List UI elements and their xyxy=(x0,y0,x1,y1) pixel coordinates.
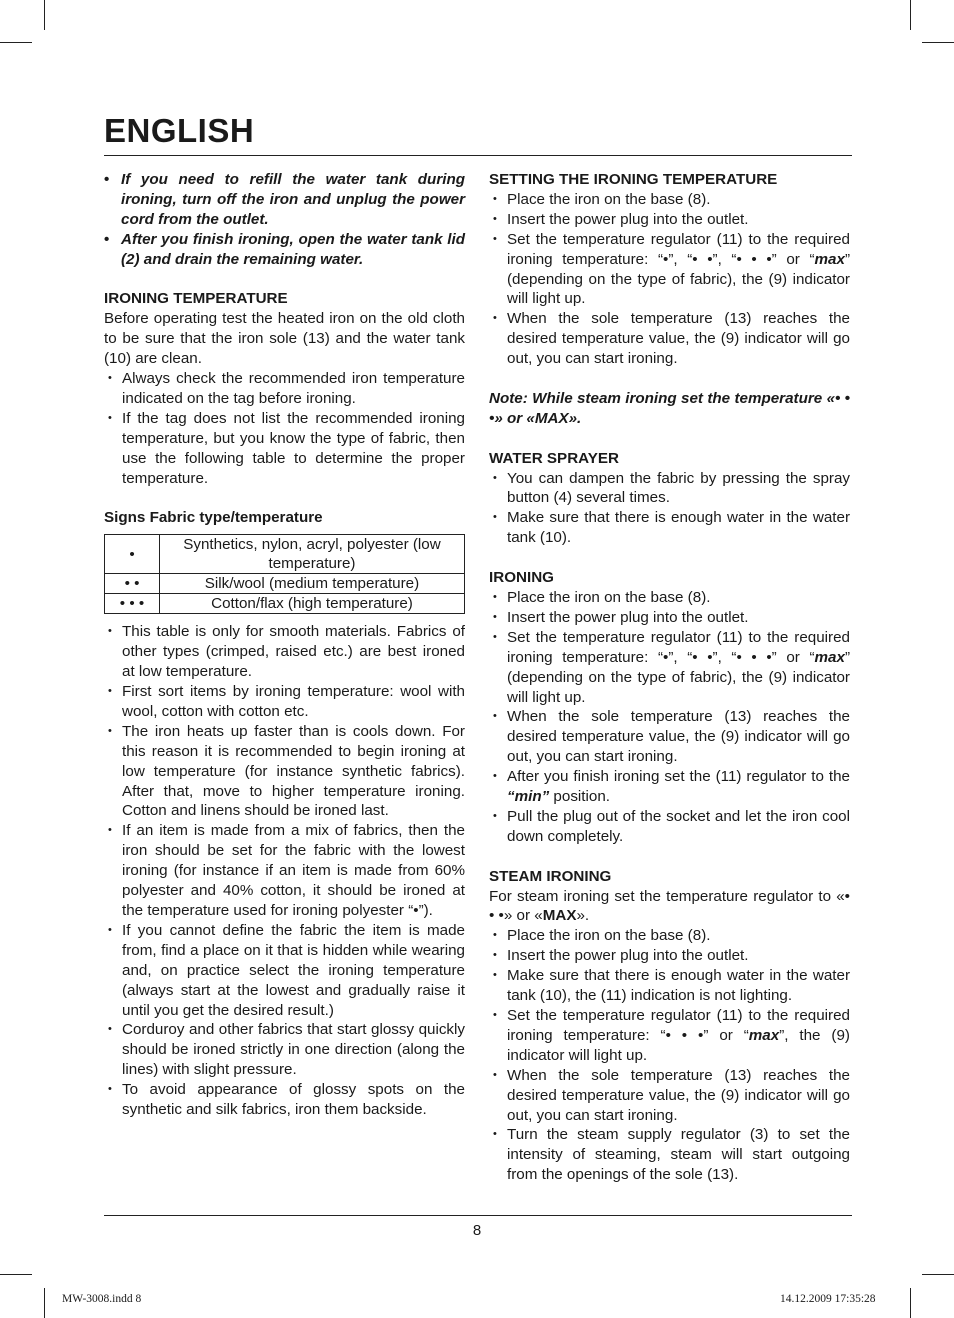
page-title: ENGLISH xyxy=(104,112,255,149)
list-item: • Make sure that there is enough water in the water tank (10). xyxy=(493,509,850,547)
table-row xyxy=(105,574,465,594)
bullet-list xyxy=(489,588,850,847)
list-item: • After you finish ironing, open the water tank lid (2) and drain the remaining water. xyxy=(104,230,465,268)
list-item: • If the tag does not list the recommended ironing temperature, but you know the type of fabric, then use the following table to determine the proper temperature. xyxy=(108,409,465,487)
bullet-list xyxy=(104,369,465,488)
crop-mark xyxy=(0,42,32,43)
list-item: • Set the temperature regulator (11) to the required ironing temperature: “•”, “• •”, “• • •” or “max” (depending on the type of fabric), the (9) indicator will light up. xyxy=(493,230,850,308)
bullet-list xyxy=(489,926,850,1185)
footer-rule xyxy=(104,1215,852,1216)
list-item: • Insert the power plug into the outlet. xyxy=(493,210,749,228)
list-item: • You can dampen the fabric by pressing the spray button (4) several times. xyxy=(493,469,850,507)
section-heading: STEAM IRONING xyxy=(489,867,612,885)
list-item: • Place the iron on the base (8). xyxy=(493,927,711,945)
list-item: • Corduroy and other fabrics that start glossy quickly should be ironed strictly in one direction (along the lines) with slight pressure. xyxy=(108,1021,465,1079)
table-cell: • xyxy=(105,535,160,574)
crop-mark xyxy=(910,0,911,30)
table-cell: • • xyxy=(105,574,160,594)
list-item: • When the sole temperature (13) reaches the desired temperature value, the (9) indicator will go out, you can start ironing. xyxy=(493,708,850,766)
list-item: • Set the temperature regulator (11) to the required ironing temperature: “•”, “• •”, “• • •” or “max” (depending on the type of fabric), the (9) indicator will light up. xyxy=(493,628,850,706)
crop-mark xyxy=(44,0,45,30)
fabric-table xyxy=(104,534,465,614)
crop-mark xyxy=(0,1274,32,1275)
list-item: • This table is only for smooth materials. Fabrics of other types (crimped, raised etc.) are best ironed at low temperature. xyxy=(108,623,465,681)
paragraph: Before operating test the heated iron on the old cloth to be sure that the iron sole (13) and the water tank (10) are clean. xyxy=(104,310,465,368)
list-item: • If you cannot define the fabric the item is made from, find a place on it that is hidden while wearing and, on practice select the ironing temperature (always start at the lowest and gradually raise it until you get the desired result.) xyxy=(108,921,465,1019)
list-item: • First sort items by ironing temperature: wool with wool, cotton with cotton etc. xyxy=(108,683,465,720)
list-item: • When the sole temperature (13) reaches the desired temperature value, the (9) indicator will go out, you can start ironing. xyxy=(493,310,850,368)
list-item: • Always check the recommended iron temperature indicated on the tag before ironing. xyxy=(108,370,465,407)
warning-list xyxy=(104,170,465,270)
paragraph: For steam ironing set the temperature regulator to «• • •» or «MAX». xyxy=(489,887,850,925)
note-text: Note: While steam ironing set the temperature «• • •» or «MAX». xyxy=(489,389,850,427)
list-item: • If an item is made from a mix of fabrics, then the iron should be set for the fabric with the lowest ironing (for instance if an item is made from 60% polyester and 40% cotton, it should be ironed at the temperature used for ironing polyester “•”). xyxy=(108,822,465,919)
list-item: • Place the iron on the base (8). xyxy=(493,190,711,208)
list-item: • After you finish ironing set the (11) regulator to the “min” position. xyxy=(493,768,850,806)
list-item: • Turn the steam supply regulator (3) to set the intensity of steaming, steam will start outgoing from the openings of the sole (13). xyxy=(493,1126,850,1184)
table-cell: Synthetics, nylon, acryl, polyester (low temperature) xyxy=(160,535,465,574)
left-column xyxy=(104,170,465,1120)
section-heading: IRONING TEMPERATURE xyxy=(104,290,288,308)
section-heading: SETTING THE IRONING TEMPERATURE xyxy=(489,171,778,188)
section-heading: IRONING xyxy=(489,569,554,587)
slug-filename: MW-3008.indd 8 xyxy=(62,1293,142,1305)
page-number: 8 xyxy=(472,1222,482,1239)
section-heading: Signs Fabric type/temperature xyxy=(104,509,323,527)
bullet-list xyxy=(489,469,850,549)
list-item: • The iron heats up faster than is cools down. For this reason it is recommended to begin ironing at low temperature (for instance synthetic fabrics). After that, move to higher temperature ironing. Cotton and linens should be ironed last. xyxy=(108,722,465,820)
table-cell: Cotton/flax (high temperature) xyxy=(160,594,465,614)
list-item: • When the sole temperature (13) reaches the desired temperature value, the (9) indicator will go out, you can start ironing. xyxy=(493,1066,850,1124)
right-column xyxy=(489,170,850,1185)
slug-datetime: 14.12.2009 17:35:28 xyxy=(780,1293,876,1305)
list-item: • Place the iron on the base (8). xyxy=(493,588,711,606)
list-item: • Make sure that there is enough water in the water tank (10), the (11) indication is not lighting. xyxy=(493,967,850,1005)
list-item: • To avoid appearance of glossy spots on the synthetic and silk fabrics, iron them backside. xyxy=(108,1081,465,1119)
list-item: • Insert the power plug into the outlet. xyxy=(493,947,749,965)
crop-mark xyxy=(922,42,954,43)
crop-mark xyxy=(910,1288,911,1318)
list-item: • Insert the power plug into the outlet. xyxy=(493,608,749,626)
header-rule xyxy=(104,155,852,156)
list-item: • Pull the plug out of the socket and let the iron cool down completely. xyxy=(493,807,850,845)
table-cell: • • • xyxy=(105,594,160,614)
crop-mark xyxy=(44,1288,45,1318)
table-cell: Silk/wool (medium temperature) xyxy=(160,574,465,594)
list-item: • If you need to refill the water tank during ironing, turn off the iron and unplug the power cord from the outlet. xyxy=(104,171,465,228)
bullet-list xyxy=(104,622,465,1120)
table-row xyxy=(105,594,465,614)
crop-mark xyxy=(922,1274,954,1275)
bullet-list xyxy=(489,190,850,369)
table-row xyxy=(105,535,465,574)
section-heading: WATER SPRAYER xyxy=(489,449,619,467)
list-item: • Set the temperature regulator (11) to the required ironing temperature: “• • •” or “max”, the (9) indicator will light up. xyxy=(493,1007,850,1064)
